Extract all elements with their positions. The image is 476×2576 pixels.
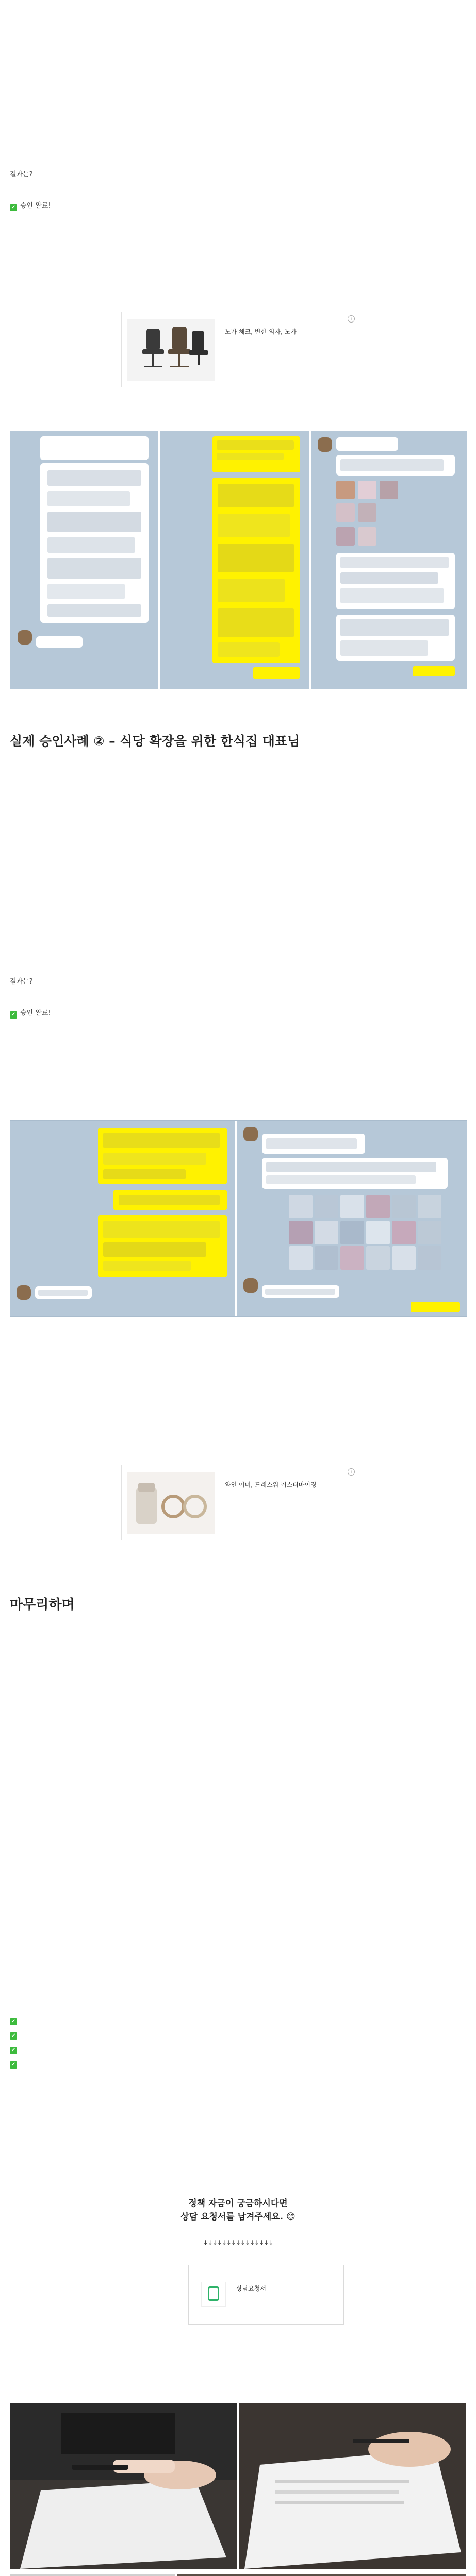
blurred-text (38, 1290, 88, 1296)
chat-bubble (336, 437, 398, 451)
checklist-item (10, 2029, 466, 2044)
blurred-image (358, 527, 376, 546)
blurred-text (266, 1175, 416, 1184)
checklist-item (10, 2058, 466, 2073)
blurred-image (336, 481, 355, 499)
blurred-text (340, 588, 444, 603)
blurred-text (340, 572, 438, 584)
chat-bubble (262, 1134, 365, 1154)
avatar (318, 437, 332, 452)
cta-line-2: 상담 요청서를 남겨주세요. 😊 (180, 2212, 296, 2222)
form-logo-icon (201, 2282, 226, 2307)
ad-title: 노가 체크, 변한 의자, 노가 (225, 328, 297, 335)
blurred-text (265, 1289, 335, 1295)
chat-bubble-mine (98, 1128, 227, 1184)
checkmark-icon: ✔ (10, 2018, 17, 2025)
chat-bubble (336, 615, 455, 661)
chat-bubble (36, 636, 83, 648)
blurred-text (103, 1169, 186, 1179)
chat-bubble (40, 463, 149, 623)
blurred-text (47, 470, 141, 486)
chat-bubble-mine (411, 1302, 460, 1312)
chat-bubble (35, 1286, 92, 1299)
ad-title: 와인 이미, 드레스워 커스터마이징 (225, 1481, 317, 1488)
approved-line: ✔ 승인 완료! (10, 201, 466, 211)
arrows-down-icon: ↓↓↓↓↓↓↓↓↓↓↓↓↓↓↓ (203, 2239, 273, 2246)
ad-product-image (127, 1472, 215, 1534)
blurred-text (218, 579, 285, 602)
blurred-image (358, 503, 376, 522)
checkmark-icon: ✔ (10, 2032, 17, 2040)
advertisement-banner[interactable] (121, 1465, 359, 1540)
card-title: 상담요청서 (236, 2285, 266, 2292)
blurred-text (218, 608, 294, 637)
blurred-text (103, 1153, 206, 1165)
blurred-text (103, 1242, 206, 1257)
divider (235, 1121, 237, 1316)
photo-papers (10, 2574, 175, 2576)
blurred-text (103, 1261, 191, 1271)
advertisement-banner[interactable] (121, 312, 359, 387)
divider (309, 431, 311, 689)
avatar (18, 630, 32, 645)
blurred-text (47, 604, 141, 617)
ad-info-icon[interactable]: i (348, 315, 355, 323)
blurred-text (218, 484, 294, 507)
blurred-text (47, 491, 130, 506)
checkmark-icon: ✔ (10, 204, 17, 211)
chat-bubble-mine (253, 667, 300, 679)
result-question: 결과는? (10, 978, 33, 986)
chat-bubble (336, 455, 455, 476)
blurred-text (47, 537, 135, 553)
checkmark-icon: ✔ (10, 1011, 17, 1019)
chat-bubble-mine (212, 436, 300, 472)
chat-bubble-mine (113, 1190, 227, 1210)
consultation-form-card[interactable] (188, 2265, 344, 2325)
section-heading: 마무리하며 (10, 1597, 75, 1613)
blurred-image (358, 481, 376, 499)
blurred-text (218, 544, 294, 572)
chat-screenshot-1 (10, 431, 467, 689)
avatar (17, 1285, 31, 1300)
checklist-item (10, 2015, 466, 2029)
blurred-text (218, 514, 290, 537)
blurred-text (47, 512, 141, 532)
blurred-text (103, 1133, 220, 1148)
blurred-text (266, 1138, 357, 1149)
section-heading: 실제 승인사례 ② – 식당 확장을 위한 한식집 대표님 (10, 734, 300, 749)
blurred-text (119, 1195, 220, 1205)
chat-bubble (40, 436, 149, 460)
checkmark-icon: ✔ (10, 2047, 17, 2054)
cta-line-1: 정책 자금이 궁금하시다면 (188, 2198, 288, 2209)
blurred-text (266, 1162, 436, 1172)
chat-bubble-mine (212, 478, 300, 663)
divider (158, 431, 160, 689)
blurred-image-grid (289, 1195, 444, 1272)
blurred-text (218, 642, 280, 657)
blurred-text (340, 640, 428, 656)
approved-line: ✔ 승인 완료! (10, 1008, 466, 1019)
blurred-text (217, 440, 294, 450)
chat-screenshot-2 (10, 1120, 467, 1317)
chat-bubble-mine (413, 666, 455, 676)
blurred-text (340, 459, 444, 471)
blurred-text (47, 558, 141, 579)
ad-product-image (127, 319, 215, 381)
blurred-image (336, 503, 355, 522)
ad-info-icon[interactable]: i (348, 1468, 355, 1476)
photo-document-signing (239, 2403, 466, 2569)
blurred-text (340, 557, 449, 568)
checklist-item (10, 2044, 466, 2058)
result-question: 결과는? (10, 171, 33, 178)
chat-bubble (336, 553, 455, 609)
blurred-text (47, 584, 125, 599)
blurred-text (217, 453, 284, 460)
photo-contract-signing (10, 2403, 237, 2569)
blurred-image (380, 481, 398, 499)
chat-bubble (262, 1285, 339, 1298)
avatar (243, 1278, 258, 1293)
avatar (243, 1127, 258, 1141)
chat-bubble-mine (98, 1215, 227, 1277)
checklist (10, 2015, 466, 2073)
blurred-image (336, 527, 355, 546)
checkmark-icon: ✔ (10, 2061, 17, 2069)
chat-bubble (262, 1158, 448, 1189)
photo-writing-hand (177, 2574, 466, 2576)
blurred-text (340, 619, 449, 636)
blurred-text (103, 1221, 220, 1238)
